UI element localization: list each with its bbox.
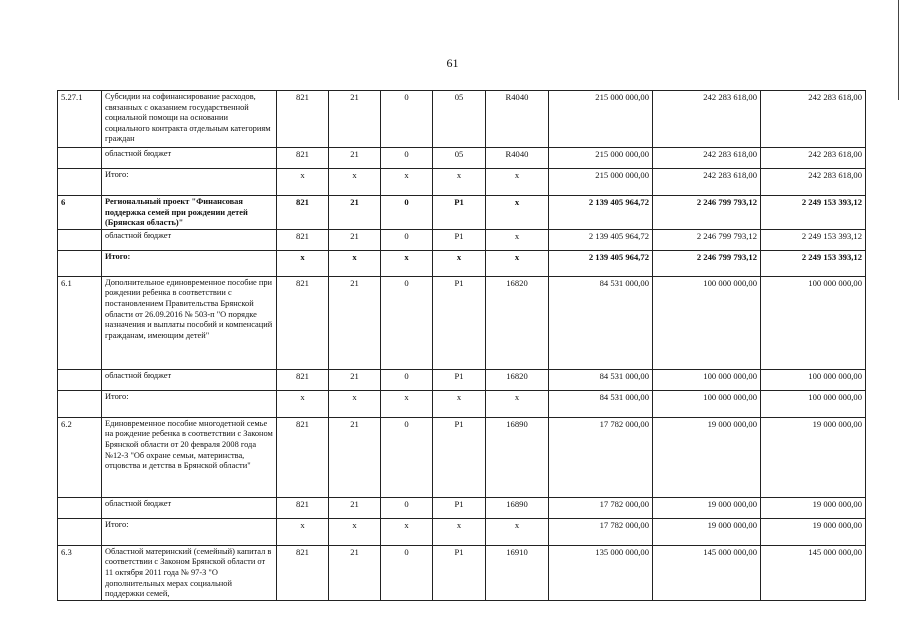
value-3: 19 000 000,00 [761, 497, 866, 518]
code-3: 0 [381, 91, 433, 148]
row-number [58, 148, 102, 169]
table-row [58, 148, 866, 169]
value-1: 215 000 000,00 [549, 169, 653, 196]
row-name: Областной материнский (семейный) капитал в соответствии с Законом Брянской области от 11 октября 2011 года № 97-З "О дополнительных мерах социальной поддержки семей, [102, 545, 277, 600]
code-2: 21 [329, 417, 381, 497]
value-3: 100 000 000,00 [761, 369, 866, 390]
row-name: Региональный проект "Финансовая поддержка семей при рождении детей (Брянская область)" [102, 196, 277, 230]
row-number: 6 [58, 196, 102, 230]
code-4: P1 [433, 276, 486, 369]
value-3: 242 283 618,00 [761, 169, 866, 196]
value-2: 19 000 000,00 [653, 518, 761, 545]
value-3: 145 000 000,00 [761, 545, 866, 600]
code-2: 21 [329, 148, 381, 169]
scan-edge-line [898, 0, 899, 100]
code-5: 16890 [486, 417, 549, 497]
code-5: x [486, 196, 549, 230]
row-number [58, 169, 102, 196]
row-name: Субсидии на софинансирование расходов, связанных с оказанием государственной социальной помощи на основании социального контракта отдельным категориям граждан [102, 91, 277, 148]
value-3: 2 249 153 393,12 [761, 250, 866, 276]
code-2: 21 [329, 91, 381, 148]
table-row [58, 250, 866, 276]
code-3: x [381, 518, 433, 545]
code-3: 0 [381, 545, 433, 600]
code-4: 05 [433, 91, 486, 148]
row-number: 6.1 [58, 276, 102, 369]
row-number: 6.2 [58, 417, 102, 497]
row-number [58, 518, 102, 545]
table-row [58, 545, 866, 600]
code-5: 16820 [486, 276, 549, 369]
page-number: 61 [446, 56, 459, 70]
code-2: x [329, 390, 381, 417]
code-3: 0 [381, 196, 433, 230]
code-1: 821 [277, 148, 329, 169]
code-1: 821 [277, 196, 329, 230]
value-3: 19 000 000,00 [761, 417, 866, 497]
code-5: x [486, 169, 549, 196]
table-row [58, 417, 866, 497]
value-1: 215 000 000,00 [549, 91, 653, 148]
code-5: R4040 [486, 148, 549, 169]
code-1: x [277, 169, 329, 196]
code-5: R4040 [486, 91, 549, 148]
code-4: x [433, 390, 486, 417]
code-1: 821 [277, 276, 329, 369]
value-2: 100 000 000,00 [653, 390, 761, 417]
row-number [58, 390, 102, 417]
code-2: 21 [329, 196, 381, 230]
value-2: 242 283 618,00 [653, 169, 761, 196]
code-3: 0 [381, 148, 433, 169]
code-2: 21 [329, 276, 381, 369]
row-name: областной бюджет [102, 497, 277, 518]
table-row [58, 196, 866, 230]
value-1: 135 000 000,00 [549, 545, 653, 600]
value-2: 242 283 618,00 [653, 148, 761, 169]
code-4: x [433, 169, 486, 196]
table-row [58, 369, 866, 390]
value-2: 19 000 000,00 [653, 497, 761, 518]
code-4: 05 [433, 148, 486, 169]
code-1: 821 [277, 229, 329, 250]
value-2: 2 246 799 793,12 [653, 196, 761, 230]
code-3: x [381, 169, 433, 196]
table-row [58, 390, 866, 417]
code-2: 21 [329, 497, 381, 518]
value-1: 84 531 000,00 [549, 276, 653, 369]
code-4: x [433, 250, 486, 276]
value-3: 242 283 618,00 [761, 91, 866, 148]
value-1: 2 139 405 964,72 [549, 229, 653, 250]
code-4: P1 [433, 417, 486, 497]
code-4: P1 [433, 196, 486, 230]
code-5: 16890 [486, 497, 549, 518]
row-number [58, 497, 102, 518]
code-1: x [277, 390, 329, 417]
code-2: x [329, 250, 381, 276]
value-2: 2 246 799 793,12 [653, 229, 761, 250]
code-1: x [277, 518, 329, 545]
value-1: 2 139 405 964,72 [549, 196, 653, 230]
table-row [58, 518, 866, 545]
value-1: 17 782 000,00 [549, 518, 653, 545]
row-name: Итого: [102, 518, 277, 545]
row-number [58, 369, 102, 390]
budget-table [57, 90, 866, 601]
code-2: 21 [329, 229, 381, 250]
value-2: 242 283 618,00 [653, 91, 761, 148]
code-5: 16910 [486, 545, 549, 600]
row-number [58, 250, 102, 276]
code-4: P1 [433, 545, 486, 600]
code-2: 21 [329, 369, 381, 390]
code-1: x [277, 250, 329, 276]
code-2: x [329, 518, 381, 545]
code-2: x [329, 169, 381, 196]
row-name: Итого: [102, 390, 277, 417]
code-2: 21 [329, 545, 381, 600]
code-3: x [381, 390, 433, 417]
value-3: 2 249 153 393,12 [761, 229, 866, 250]
row-number: 6.3 [58, 545, 102, 600]
row-name: Единовременное пособие многодетной семье на рождение ребенка в соответствии с Законом Брянской области от 20 февраля 2008 года №12-З "Об охране семьи, материнства, отцовства и детства в Брянской области" [102, 417, 277, 497]
code-1: 821 [277, 545, 329, 600]
table-row [58, 169, 866, 196]
code-5: x [486, 250, 549, 276]
code-1: 821 [277, 417, 329, 497]
code-3: 0 [381, 417, 433, 497]
code-5: x [486, 518, 549, 545]
value-3: 100 000 000,00 [761, 276, 866, 369]
code-3: 0 [381, 369, 433, 390]
value-2: 100 000 000,00 [653, 369, 761, 390]
table-row [58, 91, 866, 148]
code-3: 0 [381, 276, 433, 369]
value-2: 145 000 000,00 [653, 545, 761, 600]
table-row [58, 229, 866, 250]
code-5: 16820 [486, 369, 549, 390]
row-name: областной бюджет [102, 148, 277, 169]
table-row [58, 276, 866, 369]
code-3: 0 [381, 229, 433, 250]
value-3: 2 249 153 393,12 [761, 196, 866, 230]
table-row [58, 497, 866, 518]
row-number [58, 229, 102, 250]
value-3: 100 000 000,00 [761, 390, 866, 417]
code-4: P1 [433, 369, 486, 390]
value-1: 215 000 000,00 [549, 148, 653, 169]
code-1: 821 [277, 91, 329, 148]
value-2: 2 246 799 793,12 [653, 250, 761, 276]
value-2: 19 000 000,00 [653, 417, 761, 497]
code-1: 821 [277, 369, 329, 390]
value-3: 19 000 000,00 [761, 518, 866, 545]
value-2: 100 000 000,00 [653, 276, 761, 369]
code-5: x [486, 390, 549, 417]
value-1: 84 531 000,00 [549, 369, 653, 390]
code-4: P1 [433, 497, 486, 518]
code-4: P1 [433, 229, 486, 250]
code-3: 0 [381, 497, 433, 518]
value-1: 84 531 000,00 [549, 390, 653, 417]
row-name: Дополнительное единовременное пособие при рождении ребенка в соответствии с постановлением Правительства Брянской области от 26.09.2016 № 503-п "О порядке назначения и выплаты пособий и компенсаций гражданам, имеющим детей" [102, 276, 277, 369]
code-4: x [433, 518, 486, 545]
code-3: x [381, 250, 433, 276]
code-5: x [486, 229, 549, 250]
value-3: 242 283 618,00 [761, 148, 866, 169]
value-1: 2 139 405 964,72 [549, 250, 653, 276]
code-1: 821 [277, 497, 329, 518]
row-number: 5.27.1 [58, 91, 102, 148]
value-1: 17 782 000,00 [549, 417, 653, 497]
value-1: 17 782 000,00 [549, 497, 653, 518]
row-name: областной бюджет [102, 369, 277, 390]
row-name: Итого: [102, 250, 277, 276]
row-name: Итого: [102, 169, 277, 196]
row-name: областной бюджет [102, 229, 277, 250]
